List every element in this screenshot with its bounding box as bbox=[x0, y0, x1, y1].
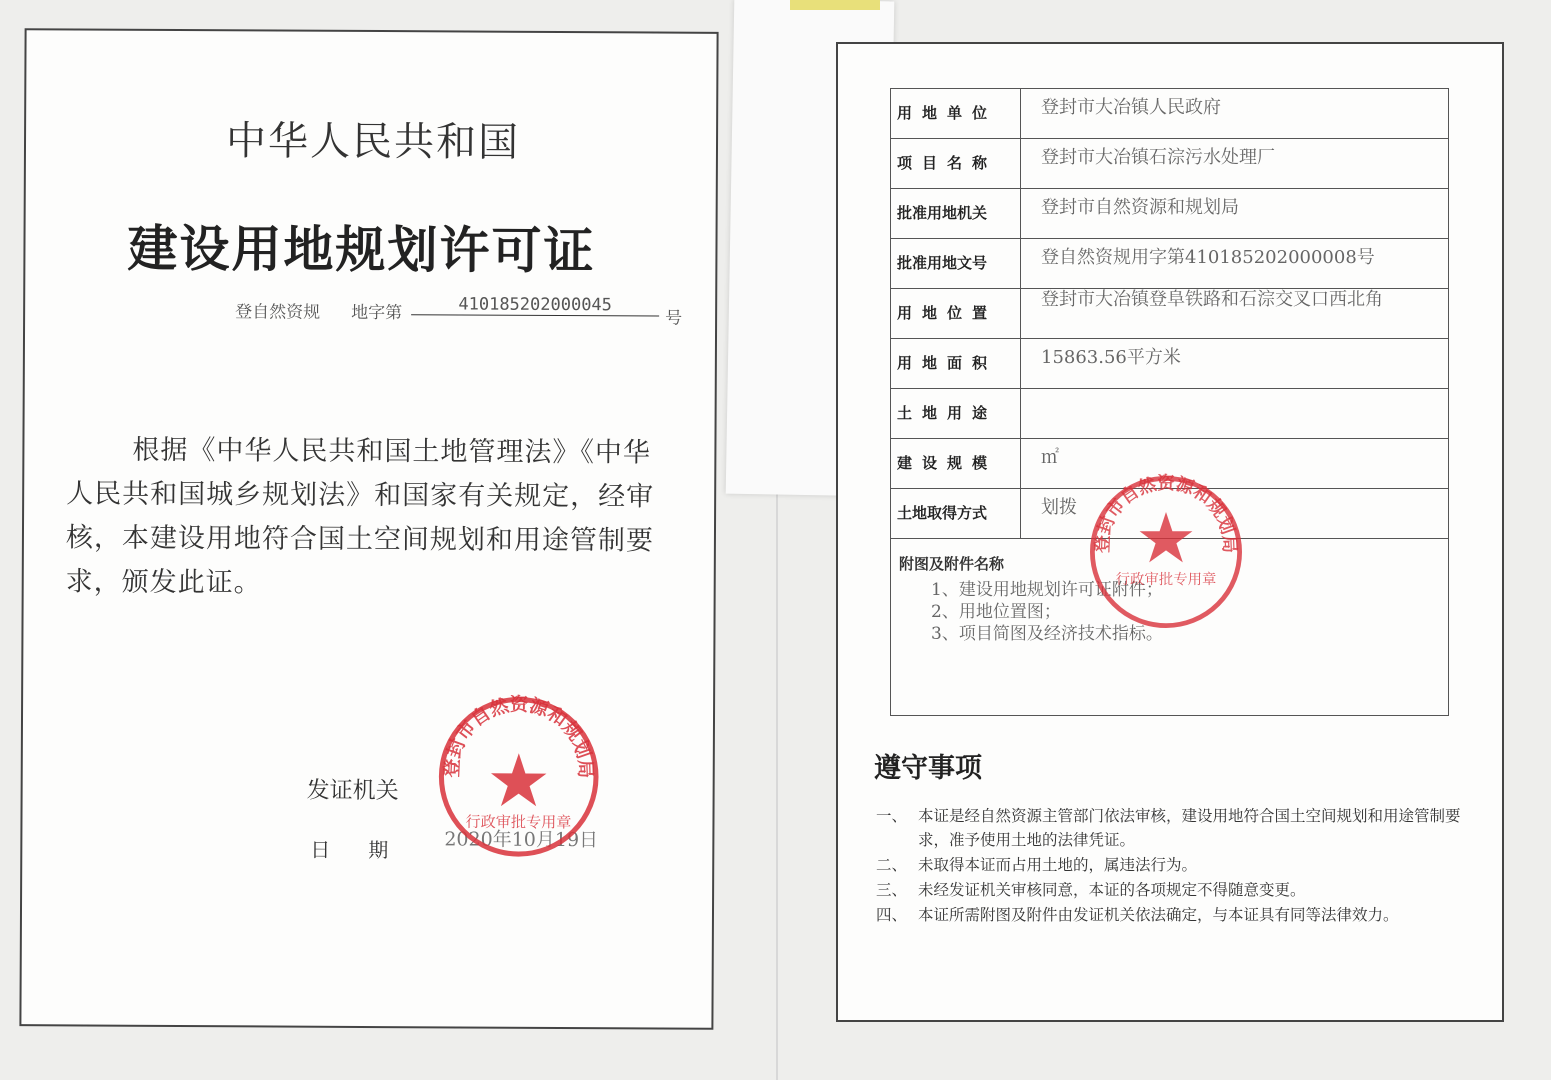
row-value: 登封市大冶镇石淙污水处理厂 bbox=[1041, 147, 1275, 168]
issuer-label: 发证机关 bbox=[306, 777, 399, 805]
row-value: 登封市自然资源和规划局 bbox=[1041, 197, 1239, 218]
date-label: 日期 bbox=[310, 837, 427, 863]
table-row bbox=[891, 189, 1448, 239]
attachments-title: 附图及附件名称 bbox=[899, 555, 1005, 573]
list-item: 3、项目简图及经济技术指标。 bbox=[931, 624, 1163, 644]
notice-text: 未经发证机关审核同意，本证的各项规定不得随意变更。 bbox=[918, 881, 1306, 899]
row-value: 15863.56平方米 bbox=[1041, 347, 1181, 368]
notice-title: 遵守事项 bbox=[874, 753, 982, 784]
row-label: 用地面积 bbox=[891, 339, 1021, 388]
notice-text: 本证是经自然资源主管部门依法审核，建设用地符合国土空间规划和用途管制要求，准予使用土地的法律凭证。 bbox=[918, 807, 1461, 849]
row-label: 用地单位 bbox=[891, 89, 1021, 138]
row-label: 用地位置 bbox=[891, 289, 1021, 338]
svg-text:行政审批专用章: 行政审批专用章 bbox=[1115, 572, 1217, 588]
list-item bbox=[876, 878, 1466, 902]
doc-suffix: 号 bbox=[665, 308, 683, 329]
doc-prefix: 登自然资规 bbox=[235, 302, 321, 323]
list-item bbox=[876, 804, 1466, 852]
table-row bbox=[891, 289, 1448, 339]
table-row bbox=[891, 89, 1448, 139]
page-gutter bbox=[776, 490, 778, 1080]
issue-date: 2020年10月19日 bbox=[444, 828, 599, 852]
list-item: 1、建设用地规划许可证附件； bbox=[931, 580, 1163, 600]
row-label: 批准用地文号 bbox=[891, 239, 1021, 288]
notice-index: 四、 bbox=[876, 906, 908, 924]
official-seal-icon bbox=[1086, 472, 1246, 632]
doc-number: 410185202000045 bbox=[411, 294, 659, 316]
notice-index: 三、 bbox=[876, 881, 908, 899]
permit-body-text: 根据《中华人民共和国土地管理法》《中华人民共和国城乡规划法》和国家有关规定，经审核，本建设用地符合国土空间规划和用途管制要求，颁发此证。 bbox=[65, 434, 655, 599]
official-seal-icon bbox=[434, 692, 603, 861]
permit-title: 建设用地规划许可证 bbox=[127, 219, 596, 281]
row-value: 划拨 bbox=[1041, 497, 1077, 518]
notice-text: 未取得本证而占用土地的，属违法行为。 bbox=[918, 856, 1198, 874]
row-label: 土地取得方式 bbox=[891, 489, 1021, 538]
row-value: ㎡ bbox=[1041, 447, 1059, 468]
notice-index: 二、 bbox=[876, 856, 908, 874]
permit-cover-page bbox=[19, 28, 718, 1030]
svg-text:行政审批专用章: 行政审批专用章 bbox=[465, 812, 572, 832]
paper-tab bbox=[790, 0, 880, 10]
table-row bbox=[891, 239, 1448, 289]
row-value: 登自然资规用字第410185202000008号 bbox=[1041, 247, 1375, 268]
row-label: 建设规模 bbox=[891, 439, 1021, 488]
notice-index: 一、 bbox=[876, 807, 908, 825]
svg-text:登封市自然资源和规划局: 登封市自然资源和规划局 bbox=[1093, 473, 1239, 554]
table-row bbox=[891, 339, 1448, 389]
notice-text: 本证所需附图及附件由发证机关依法确定，与本证具有同等法律效力。 bbox=[918, 906, 1399, 924]
notice-list bbox=[876, 804, 1466, 928]
row-label: 土地用途 bbox=[891, 389, 1021, 438]
row-value: 登封市大冶镇人民政府 bbox=[1041, 97, 1221, 118]
svg-text:登封市自然资源和规划局: 登封市自然资源和规划局 bbox=[441, 694, 596, 779]
doc-label: 地字第 bbox=[351, 302, 403, 324]
list-item bbox=[876, 903, 1466, 927]
table-row bbox=[891, 139, 1448, 189]
table-row bbox=[891, 389, 1448, 439]
list-item: 2、用地位置图； bbox=[931, 602, 1061, 622]
country-name: 中华人民共和国 bbox=[225, 118, 521, 166]
row-label: 项目名称 bbox=[891, 139, 1021, 188]
row-label: 批准用地机关 bbox=[891, 189, 1021, 238]
list-item bbox=[876, 853, 1466, 877]
permit-detail-page bbox=[836, 42, 1504, 1022]
row-value: 登封市大冶镇登阜铁路和石淙交叉口西北角 bbox=[1041, 289, 1383, 310]
